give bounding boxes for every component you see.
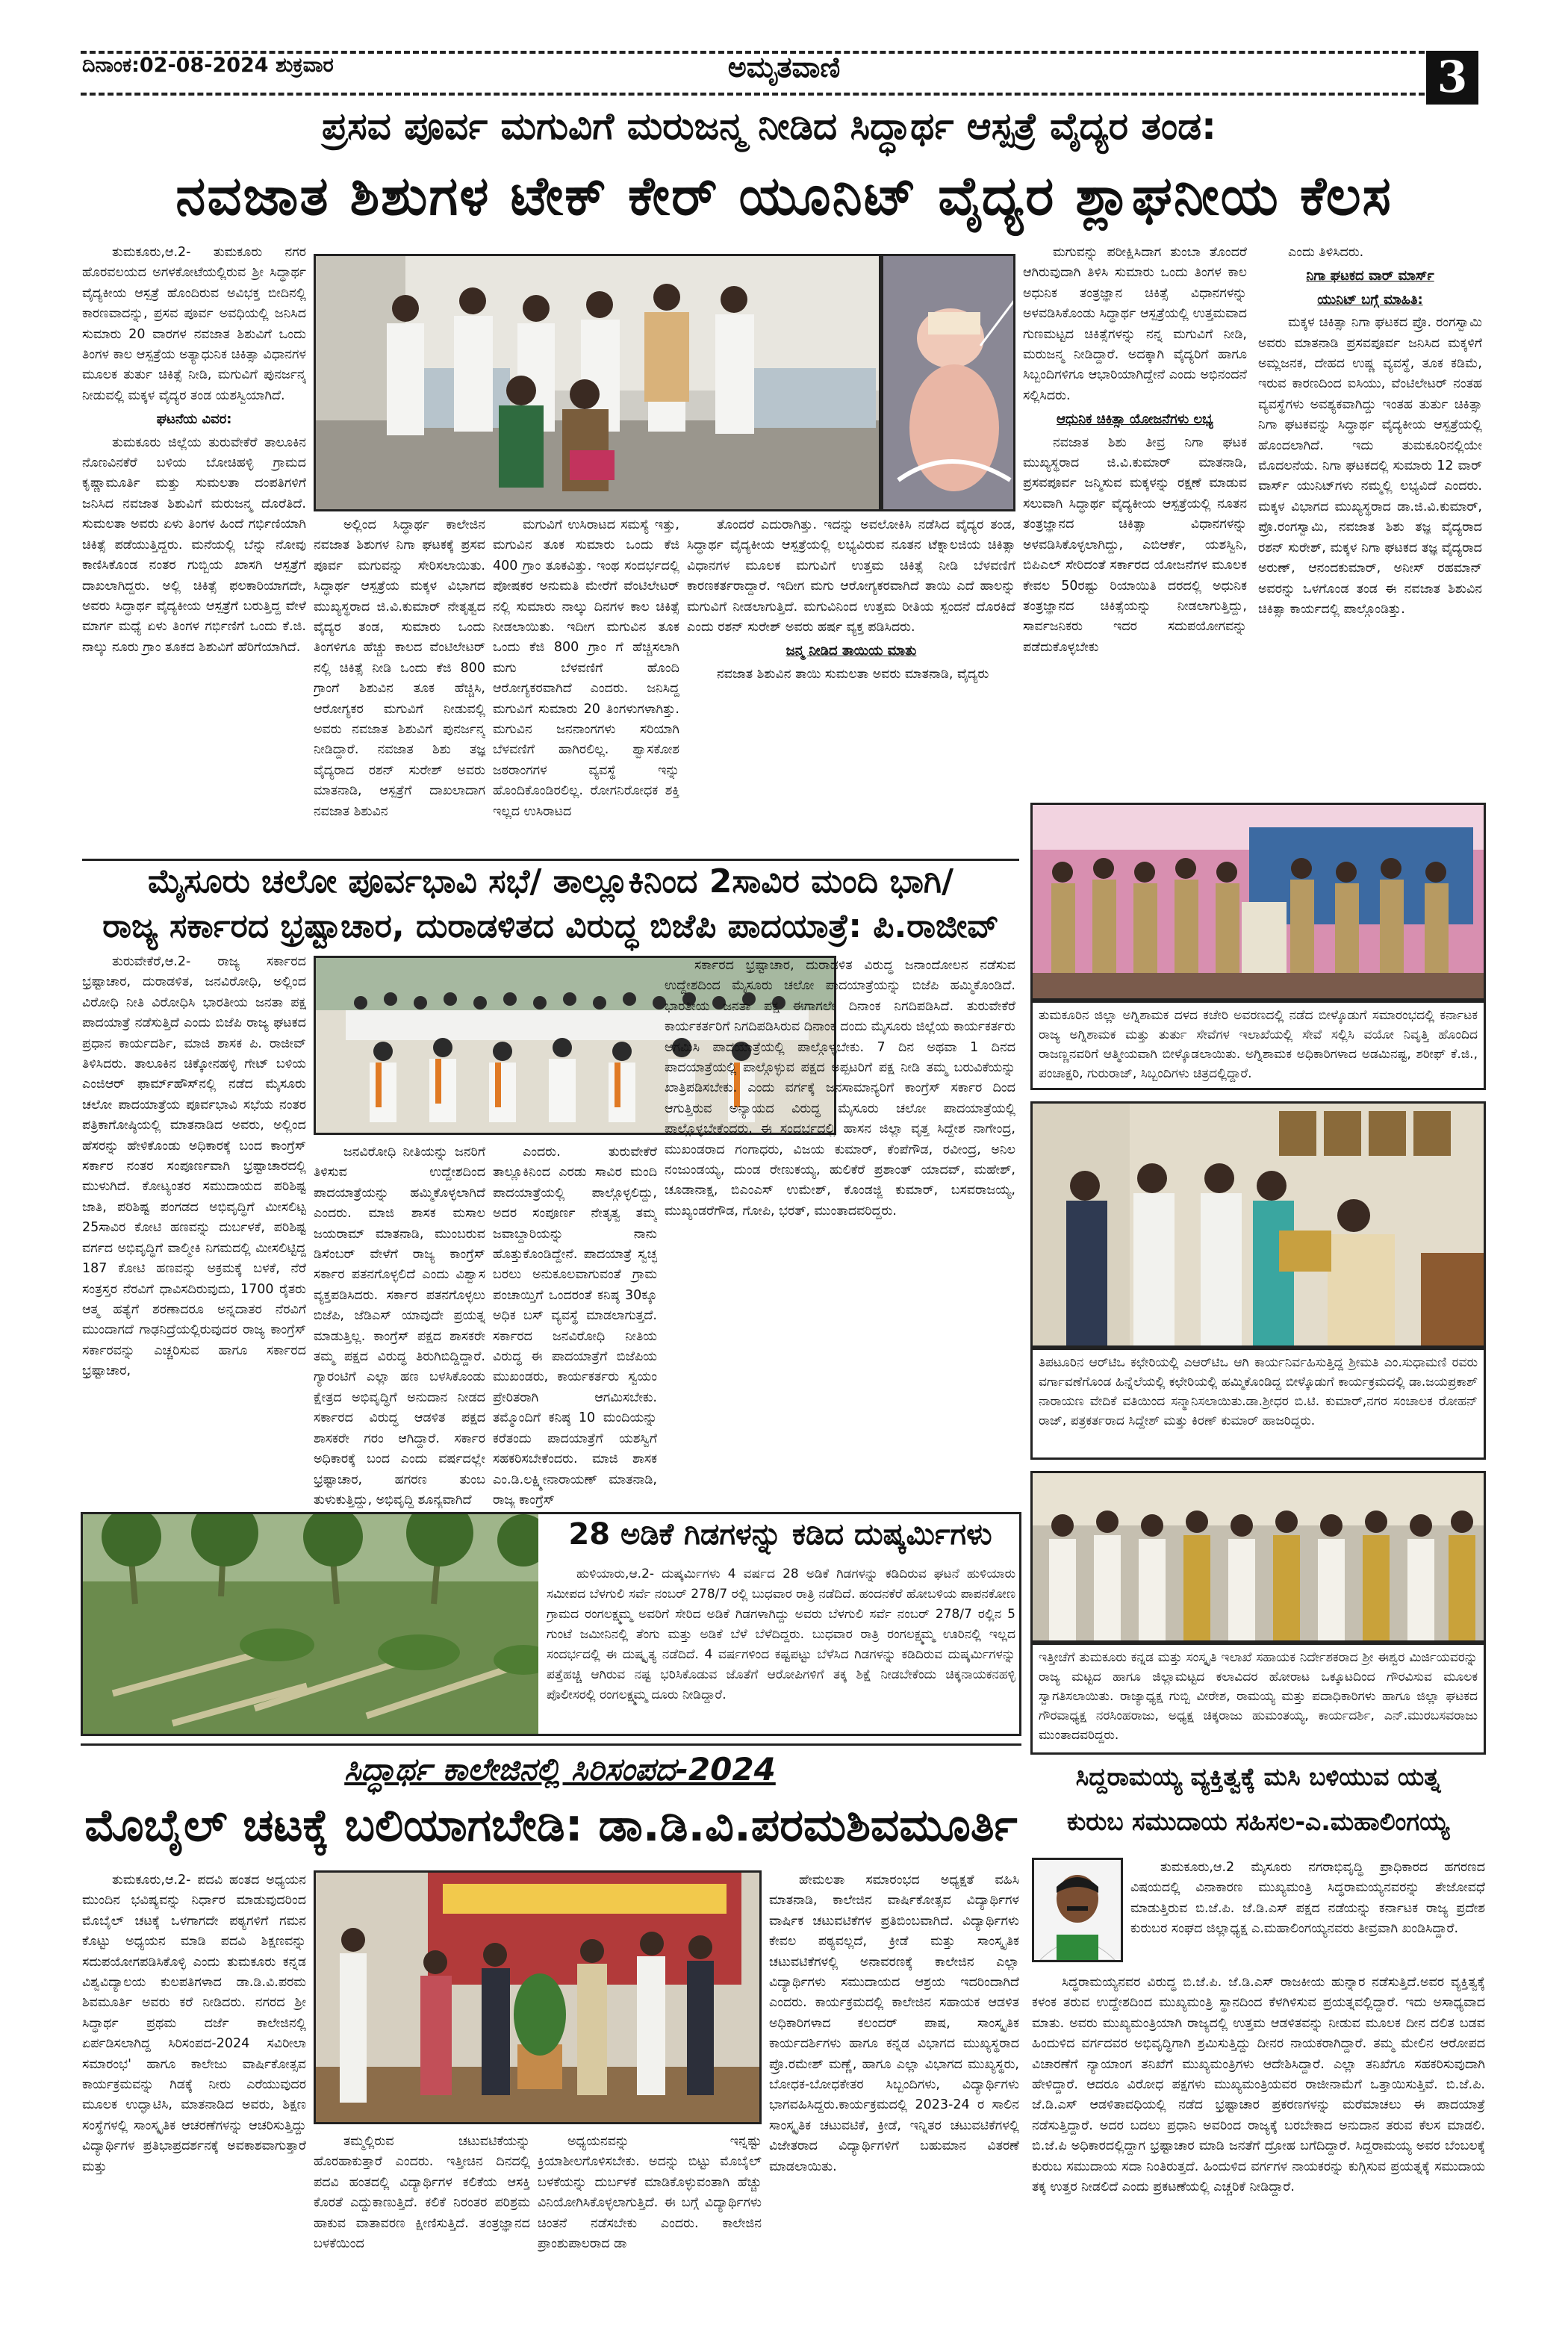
lead-text: ಮಗುವನ್ನು ಪರೀಕ್ಷಿಸಿದಾಗ ತುಂಬಾ ತೊಂದರೆ ಆಗಿರುವುದಾಗಿ ತಿಳಿಸಿ ಸುಮಾರು ಒಂದು ತಿಂಗಳ ಕಾಲ ಅಧುನಿಕ ತಂತ್ರಜ್ಞಾನ ಚಿಕಿತ್ಸೆ ವಿಧಾನಗಳನ್ನು ಅಳವಡಿಸಿಕೊಂಡು ಸಿದ್ಧಾರ್ಥ ಆಸ್ಪತ್ರೆಯಲ್ಲಿ ಉತ್ತಮವಾದ ಗುಣಮಟ್ಟದ ಚಿಕಿತ್ಸೆಗಳನ್ನು ನನ್ನ ಮಗುವಿಗೆ ನೀಡಿ, ಮರುಜನ್ಮ ನೀಡಿದ್ದಾರೆ. ಅದಕ್ಕಾಗಿ ವೈದ್ಯರಿಗೆ ಹಾಗೂ ಸಿಬ್ಬಂದಿಗಳಿಗೂ ಆಭಾರಿಯಾಗಿದ್ದೇನೆ ಎಂದು ಅಭಿನಂದನೆ ಸಲ್ಲಿಸಿದರು. <box>1023 245 1247 403</box>
rajeev-text: ಸರ್ಕಾರದ ಭ್ರಷ್ಟಾಚಾರ, ದುರಾಡಳಿತ ವಿರುದ್ಧ ಜನಾಂದೋಲನ ನಡೆಸುವ ಉದ್ದೇಶದಿಂದ ಮೈಸೂರು ಚಲೋ ಪಾದಯಾತ್ರೆಯನ್ನು ಬಿಜೆಪಿ ಹಮ್ಮಿಕೊಂಡಿದೆ. ಭಾರತೀಯ ಜನತಾ ಪಕ್ಷ ಈಗಾಗಲೇ ದಿನಾಂಕ ನಿಗದಿಪಡಿಸಿದೆ. ತುರುವೇಕೆರೆ ಕಾರ್ಯಕರ್ತರಿಗೆ ನಿಗದಿಪಡಿಸಿರುವ ದಿನಾಂಕ ದಂದು ಮೈಸೂರು ಜಿಲ್ಲೆಯ ಕಾರ್ಯಕರ್ತರು ಆಗಮಿಸಿ ಪಾದಯಾತ್ರೆಯಲ್ಲಿ ಪಾಲ್ಗೊಳ್ಳಬೇಕು. 7 ದಿನ ಅಥವಾ 1 ದಿನದ ಪಾದಯಾತ್ರೆಯಲ್ಲಿ ಪಾಲ್ಗೊಳ್ಳುವ ಪಕ್ಷದ ಅಪ್ಪಟರಿಗೆ ಪಕ್ಷ ನೀಡಿ ತಮ್ಮ ಬರುವಿಕೆಯನ್ನು ಖಾತ್ರಿಪಡಿಸಬೇಕು. ಎಂದು ವರ್ಗಕ್ಕೆ ಜನಸಾಮಾನ್ಯರಿಗೆ ಕಾಂಗ್ರೆಸ್ ಸರ್ಕಾರ ದಿಂದ ಆಗುತ್ತಿರುವ ಅನ್ಯಾಯದ ವಿರುದ್ಧ ಮೈಸೂರು ಚಲೋ ಪಾದಯಾತ್ರೆಯಲ್ಲಿ ಪಾಲ್ಗೊಳ್ಳಬೇಕೆಂದರು. ಈ ಸಂದರ್ಭದಲ್ಲಿ ಹಾಸನ ಜಿಲ್ಲಾ ವೃತ್ತ ಸಿದ್ದೇಶ ನಾಗೇಂದ್ರ, ಮುಖಂಡರಾದ ಗಂಗಾಧರು, ವಿಜಯ ಕುಮಾರ್, ಕೆಂಪೆಗೌಡ, ರವೀಂದ್ರ, ಅನಿಲ ನಂಜುಂಡಯ್ಯ, ದುಂಡ ರೇಣುಕಯ್ಯ, ಹುಲಿಕೆರೆ ಪ್ರಶಾಂತ್ ಯಾದವ್, ಮಹೇಶ್, ಚೂಡಾನಾಕ್ಷ, ಬಿಎಂಎಸ್ ಉಮೇಶ್, ಕೊಂಡಜ್ಜಿ ಕುಮಾರ್, ಬಸವರಾಜಯ್ಯ, ಮುಖ್ಯಂಡರೆಗೌಡ, ಗೋಪಿ, ಭರತ್, ಮುಂತಾದವರಿದ್ದರು. <box>665 958 1015 1219</box>
retirement-group-illustration <box>1033 805 1484 998</box>
lead-text: ಅಲ್ಲಿಂದ ಸಿದ್ಧಾರ್ಥ ಕಾಲೇಜಿನ ನವಜಾತ ಶಿಶುಗಳ ನಿಗಾ ಘಟಕಕ್ಕೆ ಪ್ರಸವ ಪೂರ್ವ ಮಗುವನ್ನು ಸೇರಿಸಲಾಯಿತು. ಸಿದ್ಧಾರ್ಥ ಆಸ್ಪತ್ರೆಯ ಮಕ್ಕಳ ವಿಭಾಗದ ಮುಖ್ಯಸ್ಥರಾದ ಜಿ.ವಿ.ಕುಮಾರ್ ನೇತೃತ್ವದ ವೈದ್ಯರ ತಂಡ, ಸುಮಾರು ಒಂದು ತಿಂಗಳಿಗೂ ಹೆಚ್ಚು ಕಾಲದ ವೆಂಟಿಲೇಟರ್ ನಲ್ಲಿ ಚಿಕಿತ್ಸೆ ನೀಡಿ ಒಂದು ಕೆಜಿ 800 ಗ್ರಾಂಗೆ ಶಿಶುವಿನ ತೂಕ ಹೆಚ್ಚಿಸಿ, ಆರೋಗ್ಯಕರ ಮಗುವಿಗೆ ನೀಡುವಲ್ಲಿ ಅವರು ನವಜಾತ ಶಿಶುವಿಗೆ ಪುನರ್ಜನ್ಮ ನೀಡಿದ್ದಾರೆ. ನವಜಾತ ಶಿಶು ತಜ್ಞ ವೈದ್ಯರಾದ ರಶನ್ ಸುರೇಶ್ ಅವರು ಮಾತನಾಡಿ, ಆಸ್ಪತ್ರೆಗೆ ದಾಖಲಾದಾಗ ನವಜಾತ ಶಿಶುವಿನ <box>314 517 485 819</box>
siddaramaiah-body <box>1032 1973 1485 2318</box>
rajeev-headline-line1: ಮೈಸೂರು ಚಲೋ ಪೂರ್ವಭಾವಿ ಸಭೆ/ ತಾಲ್ಲೂಕಿನಿಂದ 2ಸಾವಿರ ಮಂದಿ ಭಾಗಿ/ <box>147 862 954 900</box>
lead-text: ನವಜಾತ ಶಿಶುವಿನ ತಾಯಿ ಸುಮಲತಾ ಅವರು ಮಾತನಾಡಿ, ವೈದ್ಯರು <box>717 666 989 682</box>
office-felicitation-photo <box>1030 1101 1486 1348</box>
college-text: ಅಧ್ಯಯನವನ್ನು ಇನ್ನಷ್ಟು ಕ್ರಿಯಾಶೀಲಗೊಳಿಸಬೇಕು. ಅದನ್ನು ಬಿಟ್ಟು ಮೊಬೈಲ್ ಬಳಕೆಯನ್ನು ದುರ್ಬಳಕೆ ಮಾಡಿಕೊಳ್ಳುವಂತಾಗಿ ಹೆಚ್ಚು ವಿನಿಯೋಗಿಸಿಕೊಳ್ಳಲಾಗುತ್ತಿದೆ. ಈ ಬಗ್ಗೆ ವಿದ್ಯಾರ್ಥಿಗಳು ಚಿಂತನೆ ನಡೆಸಬೇಕು ಎಂದರು. ಕಾಲೇಜಿನ ಪ್ರಾಂಶುಪಾಲರಾದ ಡಾ <box>538 2134 762 2252</box>
rajeev-text: ತುರುವೇಕೆರೆ,ಆ.2- ರಾಜ್ಯ ಸರ್ಕಾರದ ಭ್ರಷ್ಟಾಚಾರ, ದುರಾಡಳಿತ, ಜನವಿರೋಧಿ, ಅಲ್ಲಿಂದ ವಿರೋಧಿ ನೀತಿ ವಿರೋಧಿಸಿ ಭಾರತೀಯ ಜನತಾ ಪಕ್ಷ ಪಾದಯಾತ್ರೆ ನಡೆಸುತ್ತಿದೆ ಎಂದು ಬಿಜೆಪಿ ರಾಜ್ಯ ಘಟಕದ ಪ್ರಧಾನ ಕಾರ್ಯದರ್ಶಿ, ಮಾಜಿ ಶಾಸಕ ಪಿ. ರಾಜೀವ್ ತಿಳಿಸಿದರು. ತಾಲೂಕಿನ ಚಿಕ್ಕೋನಹಳ್ಳಿ ಗೇಟ್ ಬಳಿಯ ಎಂಜಿಆರ್ ಫಾರ್ಮ್‌ಹೌಸ್‌ನಲ್ಲಿ ನಡೆದ ಮೈಸೂರು ಚಲೋ ಪಾದಯಾತ್ರೆಯ ಪೂರ್ವಭಾವಿ ಸಭೆಯ ನಂತರ ಪತ್ರಿಕಾಗೋಷ್ಠಿಯಲ್ಲಿ ಮಾತನಾಡಿದ ಅವರು, ಅಲ್ಲಿಂದ ಹೆಸರನ್ನು ಹೇಳಿಕೊಂಡು ಅಧಿಕಾರಕ್ಕೆ ಬಂದ ಕಾಂಗ್ರೆಸ್ ಸರ್ಕಾರ ನಂತರ ಸಂಪೂರ್ಣವಾಗಿ ಭ್ರಷ್ಟಾಚಾರದಲ್ಲಿ ಮುಳುಗಿದೆ. ಕೋಟ್ಯಂತರ ಸಮುದಾಯದ ಪರಿಶಿಷ್ಟ ಜಾತಿ, ಪರಿಶಿಷ್ಟ ಪಂಗಡದ ಅಭಿವೃದ್ಧಿಗೆ ಮೀಸಲಿಟ್ಟ 25ಸಾವಿರ ಕೋಟಿ ಹಣವನ್ನು ದುರ್ಬಳಕೆ, ಪರಿಶಿಷ್ಟ ವರ್ಗದ ಅಭಿವೃದ್ಧಿಗೆ ವಾಲ್ಮೀಕಿ ನಿಗಮದಲ್ಲಿ ಮೀಸಲಿಟ್ಟಿದ್ದ 187 ಕೋಟಿ ಹಣವನ್ನು ಅಕ್ರಮಕ್ಕೆ ಬಳಕೆ, ನೆರೆ ಸಂತ್ರಸ್ತರ ನೆರವಿಗೆ ಧಾವಿಸದಿರುವುದು, 1700 ರೈತರು ಆತ್ಮ ಹತ್ಯೆಗೆ ಶರಣಾದರೂ ಅನ್ನದಾತರ ನೆರವಿಗೆ ಮುಂದಾಗದೆ ಗಾಢನಿದ್ರೆಯಲ್ಲಿರುವುದರ ರಾಜ್ಯ ಕಾಂಗ್ರೆಸ್ ಸರ್ಕಾರವನ್ನು ಎಚ್ಚರಿಸುವ ಹಾಗೂ ಸರ್ಕಾರದ ಭ್ರಷ್ಟಾಚಾರ, <box>82 954 306 1379</box>
newspaper-name: ಅಮೃತವಾಣಿ <box>727 51 841 84</box>
rajeev-column-3 <box>493 1142 657 1508</box>
college-headline: ಮೊಬೈಲ್ ಚಟಕ್ಕೆ ಬಲಿಯಾಗಬೇಡಿ: ಡಾ.ಡಿ.ವಿ.ಪರಮಶಿವಮೂರ್ತಿ <box>84 1799 1018 1852</box>
college-text: ತುಮಕೂರು,ಆ.2- ಪದವಿ ಹಂತದ ಅಧ್ಯಯನ ಮುಂದಿನ ಭವಿಷ್ಯವನ್ನು ನಿರ್ಧಾರ ಮಾಡುವುದರಿಂದ ಮೊಬೈಲ್ ಚಟಕ್ಕೆ ಒಳಗಾಗದೇ ಪಠ್ಯಗಳಿಗೆ ಗಮನ ಕೊಟ್ಟು ಅಧ್ಯಯನ ಮಾಡಿ ಪದವಿ ಶಿಕ್ಷಣವನ್ನು ಸದುಪಯೋಗಪಡಿಸಿಕೊಳ್ಳಿ ಎಂದು ತುಮಕೂರು ಕನ್ನಡ ವಿಶ್ವವಿದ್ಯಾಲಯ ಕುಲಪತಿಗಳಾದ ಡಾ.ಡಿ.ವಿ.ಪರಮ ಶಿವಮೂರ್ತಿ ಅವರು ಕರೆ ನೀಡಿದರು. ನಗರದ ಶ್ರೀ ಸಿದ್ಧಾರ್ಥ ಪ್ರಥಮ ದರ್ಜೆ ಕಾಲೇಜಿನಲ್ಲಿ ಏರ್ಪಡಿಸಲಾಗಿದ್ದ ಸಿರಿಸಂಪದ-2024 ಸವಿರೀಲಾ ಸಮಾರಂಭ' ಹಾಗೂ ಕಾಲೇಜು ವಾರ್ಷಿಕೋತ್ಸವ ಕಾರ್ಯಕ್ರಮವನ್ನು ಗಿಡಕ್ಕೆ ನೀರು ಎರೆಯುವುದರ ಮೂಲಕ ಉದ್ಘಾಟಿಸಿ, ಮಾತನಾಡಿದ ಅವರು, ಶಿಕ್ಷಣ ಸಂಸ್ಥೆಗಳಲ್ಲಿ ಸಾಂಸ್ಕೃತಿಕ ಆಚರಣೆಗಳನ್ನು ಆಚರಿಸುತ್ತಿದ್ದು ವಿದ್ಯಾರ್ಥಿಗಳ ಪ್ರತಿಭಾಪ್ರದರ್ಶನಕ್ಕೆ ಅವಕಾಶವಾಗುತ್ತಾರೆ ಮತ್ತು <box>82 1873 306 2174</box>
lead-subhead: ಜನ್ಮ ನೀಡಿದ ತಾಯಿಯ ಮಾತು <box>785 643 917 659</box>
rajeev-column-1 <box>82 952 306 1508</box>
office-felicitation-illustration <box>1033 1104 1484 1345</box>
college-column-2 <box>314 2132 530 2318</box>
rajeev-text: ಜನವಿರೋಧಿ ನೀತಿಯನ್ನು ಜನರಿಗೆ ತಿಳಿಸುವ ಉದ್ದೇಶದಿಂದ ಪಾದಯಾತ್ರೆಯನ್ನು ಹಮ್ಮಿಕೊಳ್ಳಲಾಗಿದೆ ಎಂದರು. ಮಾಜಿ ಶಾಸಕ ಮಸಾಲ ಜಯರಾಮ್ ಮಾತನಾಡಿ, ಮುಂಬರುವ ಡಿಸೆಂಬರ್ ವೇಳೆಗೆ ರಾಜ್ಯ ಕಾಂಗ್ರೆಸ್ ಸರ್ಕಾರ ಪತನಗೊಳ್ಳಲಿದೆ ಎಂದು ವಿಶ್ವಾಸ ವ್ಯಕ್ತಪಡಿಸಿದರು. ಸರ್ಕಾರ ಪತನಗೊಳ್ಳಲು ಬಿಜೆಪಿ, ಜೆಡಿಎಸ್ ಯಾವುದೇ ಪ್ರಯತ್ನ ಮಾಡುತ್ತಿಲ್ಲ. ಕಾಂಗ್ರೆಸ್ ಪಕ್ಷದ ಶಾಸಕರೇ ತಮ್ಮ ಪಕ್ಷದ ವಿರುದ್ಧ ತಿರುಗಿಬಿದ್ದಿದ್ದಾರೆ. ಗ್ಯಾರಂಟಿಗೆ ಎಲ್ಲಾ ಹಣ ಬಳಸಿಕೊಂಡು ಕ್ಷೇತ್ರದ ಅಭಿವೃದ್ಧಿಗೆ ಅನುದಾನ ನೀಡದ ಸರ್ಕಾರದ ವಿರುದ್ಧ ಆಡಳಿತ ಪಕ್ಷದ ಶಾಸಕರೇ ಗರಂ ಆಗಿದ್ದಾರೆ. ಸರ್ಕಾರ ಅಧಿಕಾರಕ್ಕೆ ಬಂದ ಎಂದು ವರ್ಷದಲ್ಲೇ ಭ್ರಷ್ಟಾಚಾರ, ಹಗರಣ ತುಂಬ ತುಳುಕುತ್ತಿದ್ದು, ಅಭಿವೃದ್ಧಿ ಶೂನ್ಯವಾಗಿದೆ <box>314 1145 485 1508</box>
section-rule <box>81 1743 1021 1746</box>
lead-column-6 <box>1258 243 1482 795</box>
college-photo-plant-watering <box>314 1870 762 2124</box>
lead-subhead: ಯುನಿಟ್ ಬಗ್ಗೆ ಮಾಹಿತಿ: <box>1317 291 1423 308</box>
college-text: ತಮ್ಮಲ್ಲಿರುವ ಚಟುವಟಿಕೆಯನ್ನು ಹೊರಹಾಕುತ್ತಾರೆ ಎಂದರು. ಇತ್ತೀಚಿನ ದಿನದಲ್ಲಿ ಪದವಿ ಹಂತದಲ್ಲಿ ವಿದ್ಯಾರ್ಥಿಗಳ ಕಲಿಕೆಯ ಆಸಕ್ತಿ ಕೊರತೆ ಎದ್ದುಕಾಣುತ್ತಿದೆ. ಕಲಿಕೆ ನಿರಂತರ ಪರಿಶ್ರಮ ಹಾಕುವ ವಾತಾವರಣ ಕ್ಷೀಣಿಸುತ್ತಿದೆ. ತಂತ್ರಜ್ಞಾನದ ಬಳಕೆಯಿಂದ <box>314 2134 530 2252</box>
rajeev-column-4 <box>665 956 1015 1508</box>
masthead-bottom-rule <box>81 93 1425 96</box>
siddaramaiah-text: ತುಮಕೂರು,ಆ.2 ಮೈಸೂರು ನಗರಾಭಿವೃದ್ಧಿ ಪ್ರಾಧಿಕಾರದ ಹಗರಣದ ವಿಷಯದಲ್ಲಿ ವಿನಾಕಾರಣ ಮುಖ್ಯಮಂತ್ರಿ ಸಿದ್ಧರಾಮಯ್ಯನವರನ್ನು ತೇಜೋವಧೆ ಮಾಡುತ್ತಿರುವ ಬಿ.ಜೆ.ಪಿ. ಜೆ.ಡಿ.ಎಸ್ ಪಕ್ಷದ ನಡೆಯನ್ನು ಕರ್ನಾಟಕ ರಾಜ್ಯ ಪ್ರದೇಶ ಕುರುಬರ ಸಂಘದ ಜಿಲ್ಲಾಧ್ಯಕ್ಷ ಎ.ಮಹಾಲಿಂಗಯ್ಯನವರು ತೀವ್ರವಾಗಿ ಖಂಡಿಸಿದ್ದಾರೆ. <box>1130 1860 1485 1937</box>
felled-arecanut-trees-illustration <box>83 1514 538 1734</box>
college-column-4 <box>769 1870 1019 2318</box>
lead-text: ನವಜಾತ ಶಿಶು ತೀವ್ರ ನಿಗಾ ಘಟಕ ಮುಖ್ಯಸ್ಥರಾದ ಜಿ.ವಿ.ಕುಮಾರ್ ಮಾತನಾಡಿ, ಪ್ರಸವಪೂರ್ವ ಜನ್ಮಿಸುವ ಮಕ್ಕಳನ್ನು ರಕ್ಷಣೆ ಮಾಡುವ ಸಲುವಾಗಿ ಸಿದ್ಧಾರ್ಥ ವೈದ್ಯಕೀಯ ಆಸ್ಪತ್ರೆಯಲ್ಲಿ ನೂತನ ತಂತ್ರಜ್ಞಾನದ ಚಿಕಿತ್ಸಾ ವಿಧಾನಗಳನ್ನು ಅಳವಡಿಸಿಕೊಳ್ಳಲಾಗಿದ್ದು, ಎಬಿಆರ್ಕೆ, ಯಶಸ್ವಿನಿ, ಬಿಪಿಎಲ್ ಸೇರಿದಂತೆ ಸರ್ಕಾರದ ಯೋಜನೆಗಳ ಮೂಲಕ ಕೇವಲ 50ರಷ್ಟು ರಿಯಾಯಿತಿ ದರದಲ್ಲಿ ಅಧುನಿಕ ತಂತ್ರಜ್ಞಾನದ ಚಿಕಿತ್ಸೆಯನ್ನು ನೀಡಲಾಗುತ್ತಿದ್ದು, ಸಾರ್ವಜನಿಕರು ಇದರ ಸದುಪಯೋಗವನ್ನು ಪಡೆದುಕೊಳ್ಳಬೇಕು <box>1023 435 1247 655</box>
siddaramaiah-headline-line2: ಕುರುಬ ಸಮುದಾಯ ಸಹಿಸಲ-ಎ.ಮಹಾಲಿಂಗಯ್ಯ <box>1066 1807 1450 1836</box>
lead-text: ಮಕ್ಕಳ ಚಿಕಿತ್ಸಾ ನಿಗಾ ಘಟಕದ ಪ್ರೊ. ರಂಗಸ್ವಾಮಿ ಅವರು ಮಾತನಾಡಿ ಪ್ರಸವಪೂರ್ವ ಜನಿಸಿದ ಮಕ್ಕಳಿಗೆ ಅಮ್ಲಜನಕ, ದೇಹದ ಉಷ್ಣ ವ್ಯವಸ್ಥೆ, ತೂಕ ಕಡಿಮೆ, ಇರುವ ಕಾರಣದಿಂದ ಐಸಿಯು, ವೆಂಟಿಲೇಟರ್ ನಂತಹ ವ್ಯವಸ್ಥೆಗಳು ಅವಶ್ಯಕವಾಗಿದ್ದು ಇಂತಹ ತುರ್ತು ಚಿಕಿತ್ಸಾ ನಿಗಾ ಘಟಕವನ್ನು ಸಿದ್ಧಾರ್ಥ ವೈದ್ಯಕೀಯ ಆಸ್ಪತ್ರೆಯಲ್ಲಿ ಹೊಂದಲಾಗಿದೆ. ಇದು ತುಮಕೂರಿನಲ್ಲಿಯೇ ಮೊದಲನೆಯ. ನಿಗಾ ಘಟಕದಲ್ಲಿ ಸುಮಾರು 12 ವಾರ್ ವಾರ್ಸ್ ಯುನಿಟ್‌ಗಳು ನಮ್ಮಲ್ಲಿ ಲಭ್ಯವಿದೆ ಎಂದರು. ಮಕ್ಕಳ ವಿಭಾಗದ ಮುಖ್ಯಸ್ಥರಾದ ಡಾ.ಜಿ.ವಿ.ಕುಮಾರ್, ಪ್ರೊ.ರಂಗಸ್ವಾಮಿ, ನವಜಾತ ಶಿಶು ತಜ್ಞ ವೈದ್ಯರಾದ ರಶನ್ ಸುರೇಶ್, ಮಕ್ಕಳ ನಿಗಾ ಘಟಕದ ತಜ್ಞ ವೈದ್ಯರಾದ ಅರುಣ್, ಆನಂದಕುಮಾರ್, ಅನೀಸ್ ರಹಮಾನ್ ಅವರನ್ನು ಒಳಗೊಂಡ ತಂಡ ಈ ನವಜಾತ ಶಿಶುವಿನ ಚಿಕಿತ್ಸಾ ಕಾರ್ಯದಲ್ಲಿ ಪಾಲ್ಗೊಂಡಿತ್ತು. <box>1258 315 1482 617</box>
lead-subhead: ನಿಗಾ ಘಟಕದ ವಾರ್ ಮಾರ್ಸ್ <box>1306 268 1434 284</box>
lead-text: ಮಗುವಿಗೆ ಉಸಿರಾಟದ ಸಮಸ್ಯೆ ಇತ್ತು, ಮಗುವಿನ ತೂಕ ಸುಮಾರು ಒಂದು ಕೆಜಿ 400 ಗ್ರಾಂ ತೂಕವಿತ್ತು. ಇಂಥ ಸಂದರ್ಭದಲ್ಲಿ ಪೋಷಕರ ಅನುಮತಿ ಮೇರೆಗೆ ವೆಂಟಿಲೇಟರ್ ನಲ್ಲಿ ಸುಮಾರು ನಾಲ್ಕು ದಿನಗಳ ಕಾಲ ಚಿಕಿತ್ಸೆ ನೀಡಲಾಯಿತು. ಇದೀಗ ಮಗುವಿನ ತೂಕ ಒಂದು ಕೆಜಿ 800 ಗ್ರಾಂ ಗೆ ಹೆಚ್ಚಿಸಲಾಗಿ ಮಗು ಬೆಳವಣಿಗೆ ಹೊಂದಿ ಆರೋಗ್ಯಕರವಾಗಿದೆ ಎಂದರು. ಜನಿಸಿದ್ದ ಮಗುವಿಗೆ ಸುಮಾರು 20 ತಿಂಗಳುಗಳಾಗಿತ್ತು. ಮಗುವಿನ ಜನನಾಂಗಗಳು ಸರಿಯಾಗಿ ಬೆಳವಣಿಗೆ ಹಾಗಿರಲಿಲ್ಲ. ಶ್ವಾಸಕೋಶ ಜಠರಾಂಗಗಳ ವ್ಯವಸ್ಥೆ ಇನ್ನು ಹೊಂದಿಕೊಂಡಿರಲಿಲ್ಲ. ರೋಗನಿರೋಧಕ ಶಕ್ತಿ ಇಲ್ಲದ ಉಸಿರಾಟದ <box>493 517 679 819</box>
rajeev-headline-line2: ರಾಜ್ಯ ಸರ್ಕಾರದ ಭ್ರಷ್ಟಾಚಾರ, ದುರಾಡಳಿತದ ವಿರುದ್ಧ ಬಿಜೆಪಿ ಪಾದಯಾತ್ರೆ: ಪಿ.ರಾಜೀವ್ <box>102 907 999 945</box>
office-caption: ತಿಪಟೂರಿನ ಆರ್‌ಟಿಒ ಕಛೇರಿಯಲ್ಲಿ ಎಆರ್‌ಟಿಒ ಆಗಿ ಕಾರ್ಯನಿರ್ವಹಿಸುತ್ತಿದ್ದ ಶ್ರೀಮತಿ ಎಂ.ಸುಧಾಮಣಿ ರವರು ವರ್ಗಾವಣೆಗೊಂಡ ಹಿನ್ನೆಲೆಯಲ್ಲಿ ಕಛೇರಿಯಲ್ಲಿ ಹಮ್ಮಿಕೊಂಡಿದ್ದ ಬೀಳ್ಕೊಡುಗೆ ಕಾರ್ಯಕ್ರಮದಲ್ಲಿ ಡಾ.ಜಯಪ್ರಕಾಶ್ ನಾರಾಯಣ ವೇದಿಕೆ ವತಿಯಿಂದ ಸನ್ಮಾನಿಸಲಾಯಿತು.ಡಾ.ಶ್ರೀಧರ ಬಿ.ಟಿ. ಕುಮಾರ್,ನಗರ ಸಂಚಾಲಕ ರೋಹನ್ ರಾಜ್, ಪತ್ರಕರ್ತರಾದ ಸಿದ್ದೇಶ್ ಮತ್ತು ಕಿರಣ್ ಕುಮಾರ್ ಹಾಜರಿದ್ದರು. <box>1030 1348 1486 1460</box>
lead-text: ಎಂದು ತಿಳಿಸಿದರು. <box>1288 245 1364 260</box>
college-column-1 <box>82 1870 306 2318</box>
lead-column-3 <box>493 515 679 1030</box>
lead-text: ತುಮಕೂರು ಜಿಲ್ಲೆಯ ತುರುವೇಕೆರೆ ತಾಲೂಕಿನ ನೊಣವಿನಕೆರೆ ಬಳಿಯ ಬೋಚಿಹಳ್ಳಿ ಗ್ರಾಮದ ಕೃಷ್ಣಾಮೂರ್ತಿ ಮತ್ತು ಸುಮಲತಾ ದಂಪತಿಗಳಿಗೆ ಜನಿಸಿದ ನವಜಾತ ಶಿಶುವಿಗೆ ಮರುಜನ್ಮ ದೊರೆತಿದೆ. ಸುಮಲತಾ ಅವರು ಏಳು ತಿಂಗಳ ಹಿಂದೆ ಗರ್ಭಿಣಿಯಾಗಿ ಚಿಕಿತ್ಸೆ ಪಡೆಯುತ್ತಿದ್ದರು. ಮನೆಯಲ್ಲಿ ಬೆನ್ನು ನೋವು ಕಾಣಿಸಿಕೊಂಡ ನಂತರ ಗುಬ್ಬಿಯ ಖಾಸಗಿ ಆಸ್ಪತ್ರೆಗೆ ದಾಖಲಾಗಿದ್ದರು. ಅಲ್ಲಿ ಚಿಕಿತ್ಸೆ ಫಲಕಾರಿಯಾಗದೇ, ಅವರು ಸಿದ್ಧಾರ್ಥ ವೈದ್ಯಕೀಯ ಆಸ್ಪತ್ರೆಗೆ ಬರುತ್ತಿದ್ದ ವೇಳೆ ಮಾರ್ಗ ಮಧ್ಯೆ ಏಳು ತಿಂಗಳ ಗರ್ಭಿಣಿಗೆ ಒಂದು ಕೆ.ಜಿ. ನಾಲ್ಕು ನೂರು ಗ್ರಾಂ ತೂಕದ ಶಿಶುವಿಗೆ ಹೆರಿಗೆಯಾಗಿದೆ. <box>82 435 306 655</box>
siddaramaiah-text: ಸಿದ್ಧರಾಮಯ್ಯನವರ ವಿರುದ್ಧ ಬಿ.ಜೆ.ಪಿ. ಜೆ.ಡಿ.ಎಸ್ ರಾಜಕೀಯ ಹುನ್ನಾರ ನಡೆಸುತ್ತಿದೆ.ಅವರ ವ್ಯಕ್ತಿತ್ವಕ್ಕೆ ಕಳಂಕ ತರುವ ಉದ್ದೇಶದಿಂದ ಮುಖ್ಯಮಂತ್ರಿ ಸ್ಥಾನದಿಂದ ಕೆಳಗಿಳಿಸುವ ಪ್ರಯತ್ನವಲ್ಲಿದ್ದಾರೆ. ಇದು ಅಸಾಧ್ಯವಾದ ಮಾತು. ಅವರು ಮುಖ್ಯಮಂತ್ರಿಯಾಗಿ ರಾಜ್ಯದಲ್ಲಿ ಉತ್ತಮ ಆಡಳಿತವನ್ನು ನೀಡುವ ಮೂಲಕ ದೀನ ದಲಿತ ಬಡವ ಹಿಂದುಳಿದ ವರ್ಗದವರ ಅಭಿವೃದ್ಧಿಗಾಗಿ ಶ್ರಮಿಸುತ್ತಿದ್ದು ದೀನರ ನಾಯಕರಾಗಿದ್ದಾರೆ. ತಮ್ಮ ಮೇಲಿನ ಆರೋಪದ ವಿಚಾರಣೆಗೆ ನ್ಯಾಯಾಂಗ ತನಿಖೆಗೆ ಮುಖ್ಯಮಂತ್ರಿಗಳು ಆದೇಶಿಸಿದ್ದಾರೆ. ಎಲ್ಲಾ ತನಿಖೆಗೂ ಸಹಕರಿಸುವುದಾಗಿ ಹೇಳಿದ್ದಾರೆ. ಆದರೂ ವಿರೋಧ ಪಕ್ಷಗಳು ಮುಖ್ಯಮಂತ್ರಿಯವರ ರಾಜೀನಾಮೆಗೆ ಒತ್ತಾಯಿಸುತ್ತಿವೆ. ಬಿ.ಜೆ.ಪಿ. ಜೆ.ಡಿ.ಎಸ್ ಆಡಳಿತಾವಧಿಯಲ್ಲಿ ನಡೆದ ಭ್ರಷ್ಟಾಚಾರ ಪ್ರಕರಣಗಳನ್ನು ಮರೆಮಾಚಲು ಈ ಪಾದಯಾತ್ರೆ ನಡೆಸುತ್ತಿದ್ದಾರೆ. ಅದರ ಬದಲು ಪ್ರಧಾನಿ ಅವರಿಂದ ರಾಜ್ಯಕ್ಕೆ ಬರಬೇಕಾದ ಅನುದಾನ ತರುವ ಕೆಲಸ ಮಾಡಲಿ. ಬಿ.ಜೆ.ಪಿ ಅಧಿಕಾರದಲ್ಲಿದ್ದಾಗ ಭ್ರಷ್ಟಾಚಾರ ಮಾಡಿ ಜನತೆಗೆ ದ್ರೋಹ ಬಗೆದಿದ್ದಾರೆ. ಸಿದ್ದರಾಮಯ್ಯ ಅವರ ಬೆಂಬಲಕ್ಕೆ ಕುರುಬ ಸಮುದಾಯ ಸದಾ ನಿಂತಿರುತ್ತದೆ. ಹಿಂದುಳಿದ ವರ್ಗಗಳ ನಾಯಕರನ್ನು ಕುಗ್ಗಿಸುವ ಪ್ರಯತ್ನಕ್ಕೆ ಸಮುದಾಯ ತಕ್ಕ ಉತ್ತರ ನೀಡಲಿದೆ ಎಂದು ಪ್ರಕಟಣೆಯಲ್ಲಿ ಎಚ್ಚರಿಕೆ ನೀಡಿದ್ದಾರೆ. <box>1032 1975 1485 2195</box>
artists-felicitation-illustration <box>1033 1473 1484 1640</box>
lead-subhead: ಆಧುನಿಕ ಚಿಕಿತ್ಸಾ ಯೋಜನೆಗಳು ಲಭ್ಯ <box>1057 411 1213 428</box>
rajeev-text: ಎಂದರು. ತುರುವೇಕೆರೆ ತಾಲ್ಲೂಕಿನಿಂದ ಎರಡು ಸಾವಿರ ಮಂದಿ ಪಾದಯಾತ್ರೆಯಲ್ಲಿ ಪಾಲ್ಗೊಳ್ಳಲಿದ್ದು, ಅದರ ಸಂಪೂರ್ಣ ನೇತೃತ್ವ ತಮ್ಮ ಜವಾಬ್ದಾರಿಯನ್ನು ನಾನು ಹೊತ್ತುಕೊಂಡಿದ್ದೇನೆ. ಪಾದಯಾತ್ರೆ ಸ್ವಚ್ಛ ಬರಲು ಅನುಕೂಲವಾಗುವಂತೆ ಗ್ರಾಮ ಪಂಚಾಯ್ತಿಗೆ ಒಂದರಂತೆ ಕನಿಷ್ಠ 30ಕ್ಕೂ ಅಧಿಕ ಬಸ್ ವ್ಯವಸ್ಥೆ ಮಾಡಲಾಗುತ್ತದೆ. ಸರ್ಕಾರದ ಜನವಿರೋಧಿ ನೀತಿಯ ವಿರುದ್ಧ ಈ ಪಾದಯಾತ್ರೆಗೆ ಬಿಜೆಪಿಯ ಮುಖಂಡರು, ಕಾರ್ಯಕರ್ತರು ಸ್ವಯಂ ಪ್ರೇರಿತರಾಗಿ ಆಗಮಿಸಬೇಕು. ತಮ್ಮೊಂದಿಗೆ ಕನಿಷ್ಠ 10 ಮಂದಿಯನ್ನು ಕರೆತಂದು ಪಾದಯಾತ್ರೆಗೆ ಯಶಸ್ವಿಗೆ ಸಹಕರಿಸಬೇಕೆಂದರು. ಮಾಜಿ ಶಾಸಕ ಎಂ.ಡಿ.ಲಕ್ಷ್ಮೀನಾರಾಯಣ್ ಮಾತನಾಡಿ, ರಾಜ್ಯ ಕಾಂಗ್ರೆಸ್ <box>493 1145 657 1508</box>
mahalingaiah-portrait <box>1032 1858 1123 1962</box>
plant-watering-illustration <box>316 1873 759 2122</box>
rajeev-column-2 <box>314 1142 485 1508</box>
college-kicker: ಸಿದ್ಧಾರ್ಥ ಕಾಲೇಜಿನಲ್ಲಿ ಸಿರಿಸಂಪದ-2024 <box>344 1751 776 1788</box>
lead-text: ತೊಂದರೆ ಎದುರಾಗಿತ್ತು. ಇದನ್ನು ಅವಲೋಕಿಸಿ ನಡೆಸಿದ ವೈದ್ಯರ ತಂಡ, ಸಿದ್ಧಾರ್ಥ ವೈದ್ಯಕೀಯ ಆಸ್ಪತ್ರೆಯಲ್ಲಿ ಲಭ್ಯವಿರುವ ನೂತನ ಟೆಕ್ನಾಲಜಿಯ ಚಿಕಿತ್ಸಾ ವಿಧಾನಗಳ ಮೂಲಕ ಮಗುವಿಗೆ ಉತ್ತಮ ಚಿಕಿತ್ಸೆ ನೀಡಿ ಬೆಳವಣಿಗೆ ಕಾರಣಕರ್ತರಾದ್ದಾರೆ. ಇದೀಗ ಮಗು ಆರೋಗ್ಯಕರವಾಗಿದೆ ತಾಯಿ ಎದೆ ಹಾಲನ್ನು ಮಗುವಿಗೆ ನೀಡಲಾಗುತ್ತಿದೆ. ಮಗುವಿನಿಂದ ಉತ್ತಮ ರೀತಿಯ ಸ್ಪಂದನೆ ದೊರಕಿದೆ ಎಂದು ರಶನ್ ಸುರೇಶ್ ಅವರು ಹರ್ಷ ವ್ಯಕ್ತ ಪಡಿಸಿದರು. <box>687 517 1015 635</box>
college-text: ಹೇಮಲತಾ ಸಮಾರಂಭದ ಅಧ್ಯಕ್ಷತೆ ವಹಿಸಿ ಮಾತನಾಡಿ, ಕಾಲೇಜಿನ ವಾರ್ಷಿಕೋತ್ಸವ ವಿದ್ಯಾರ್ಥಿಗಳ ವಾರ್ಷಿಕ ಚಟುವಟಿಕೆಗಳ ಪ್ರತಿಬಿಂಬವಾಗಿದೆ. ವಿದ್ಯಾರ್ಥಿಗಳು ಕೇವಲ ಪಠ್ಯವಲ್ಲದೆ, ಕ್ರೀಡೆ ಮತ್ತು ಸಾಂಸ್ಕೃತಿಕ ಚಟುವಟಿಕೆಗಳಲ್ಲಿ ಅನಾವರಣಕ್ಕೆ ಕಾಲೇಜಿನ ಎಲ್ಲಾ ವಿದ್ಯಾರ್ಥಿಗಳು ಸಮುದಾಯದ ಆಶ್ರಯ ಇದರಿಂದಾಗಿದೆ ಎಂದರು. ಕಾರ್ಯಕ್ರಮದಲ್ಲಿ ಕಾಲೇಜಿನ ಸಹಾಯಕ ಆಡಳಿತ ಅಧಿಕಾರಿಗಳಾದ ಕಲಂದರ್ ಪಾಷ, ಸಾಂಸ್ಕೃತಿಕ ಕಾರ್ಯದರ್ಶಿಗಳು ಹಾಗೂ ಕನ್ನಡ ವಿಭಾಗದ ಮುಖ್ಯಸ್ಥರಾದ ಪ್ರೊ.ರಮೇಶ್ ಮಣ್ಣೆ, ಹಾಗೂ ಎಲ್ಲಾ ವಿಭಾಗದ ಮುಖ್ಯಸ್ಥರು, ಬೋಧಕ-ಬೋಧಕೇತರ ಸಿಬ್ಬಂದಿಗಳು, ವಿದ್ಯಾರ್ಥಿಗಳು ಭಾಗವಹಿಸಿದ್ದರು.ಕಾರ್ಯಕ್ರಮದಲ್ಲಿ 2023-24 ರ ಸಾಲಿನ ಸಾಂಸ್ಕೃತಿಕ ಚಟುವಟಿಕೆ, ಕ್ರೀಡೆ, ಇನ್ನಿತರ ಚಟುವಟಿಕೆಗಳಲ್ಲಿ ವಿಜೇತರಾದ ವಿದ್ಯಾರ್ಥಿಗಳಿಗೆ ಬಹುಮಾನ ವಿತರಣೆ ಮಾಡಲಾಯಿತು. <box>769 1873 1019 2174</box>
siddaramaiah-intro <box>1130 1858 1485 1970</box>
college-column-3 <box>538 2132 762 2318</box>
arecanut-headline: 28 ಅಡಿಕೆ ಗಿಡಗಳನ್ನು ಕಡಿದ ದುಷ್ಕರ್ಮಿಗಳು <box>568 1517 992 1552</box>
section-rule <box>82 859 1019 861</box>
retirement-caption: ತುಮಕೂರಿನ ಜಿಲ್ಲಾ ಅಗ್ನಿಶಾಮಕ ದಳದ ಕಚೇರಿ ಅವರಣದಲ್ಲಿ ನಡೆದ ಬೀಳ್ಕೊಡುಗೆ ಸಮಾರಂಭದಲ್ಲಿ ಕರ್ನಾಟಕ ರಾಜ್ಯ ಅಗ್ನಿಶಾಮಕ ಮತ್ತು ತುರ್ತು ಸೇವೆಗಳ ಇಲಾಖೆಯಲ್ಲಿ ಸೇವೆ ಸಲ್ಲಿಸಿ ವಯೋ ನಿವೃತ್ತಿ ಹೊಂದಿದ ರಾಜಣ್ಣನವರಿಗೆ ಆತ್ಮೀಯವಾಗಿ ಬೀಳ್ಕೊಡಲಾಯಿತು. ಅಗ್ನಿಶಾಮಕ ಅಧಿಕಾರಿಗಳಾದ ಅಡಮಿನಷ್ಟ, ಶರೀಫ್ ಕೆ.ಜಿ., ಪಂಚಾಕ್ಷರಿ, ಗುರುರಾಜ್, ಸಿಬ್ಬಂದಿಗಳು ಚಿತ್ರದಲ್ಲಿದ್ದಾರೆ. <box>1030 1001 1486 1090</box>
lead-text: ತುಮಕೂರು,ಆ.2- ತುಮಕೂರು ನಗರ ಹೊರವಲಯದ ಅಗಳಕೋಟೆಯಲ್ಲಿರುವ ಶ್ರೀ ಸಿದ್ಧಾರ್ಥ ವೈದ್ಯಕೀಯ ಆಸ್ಪತ್ರೆ ಹೊಂದಿರುವ ಅವಿಭಕ್ತ ಬೀದಿನಲ್ಲಿ ಕಾರಣವಾದನ್ನು, ಪ್ರಸವ ಪೂರ್ವ ಅವಧಿಯಲ್ಲಿ ಜನಿಸಿದ ಸುಮಾರು 20 ವಾರಗಳ ನವಜಾತ ಶಿಶುವಿಗೆ ಒಂದು ತಿಂಗಳ ಕಾಲ ಆಸ್ಪತ್ರೆಯ ಅತ್ಯಾಧುನಿಕ ಚಿಕಿತ್ಸಾ ವಿಧಾನಗಳ ಮೂಲಕ ತುರ್ತು ಚಿಕಿತ್ಸೆ ನೀಡಿ, ಮಗುವಿಗೆ ಪುನರ್ಜನ್ಮ ನೀಡುವಲ್ಲಿ ಮಕ್ಕಳ ವೈದ್ಯರ ತಂಡ ಯಶಸ್ವಿಯಾಗಿದೆ. <box>82 245 306 403</box>
portrait-illustration <box>1034 1860 1121 1960</box>
artists-felicitation-photo <box>1030 1471 1486 1643</box>
lead-photo-newborn <box>881 254 1015 511</box>
lead-column-4 <box>687 515 1015 1030</box>
lead-kicker: ಪ್ರಸವ ಪೂರ್ವ ಮಗುವಿಗೆ ಮರುಜನ್ಮ ನೀಡಿದ ಸಿದ್ಧಾರ್ಥ ಆಸ್ಪತ್ರೆ ವೈದ್ಯರ ತಂಡ: <box>321 105 1217 148</box>
artists-caption: ಇತ್ತೀಚೆಗೆ ತುಮಕೂರು ಕನ್ನಡ ಮತ್ತು ಸಂಸ್ಕೃತಿ ಇಲಾಖೆ ಸಹಾಯಕ ನಿರ್ದೇಶಕರಾದ ಶ್ರೀ ಈಶ್ವರ ಮಿರ್ಜಿಯವರನ್ನು ರಾಜ್ಯ ಮಟ್ಟದ ಹಾಗೂ ಜಿಲ್ಲಾಮಟ್ಟದ ಕಲಾವಿದರ ಹೋರಾಟ ಒಕ್ಕೂಟದಿಂದ ಗೌರವಿಸುವ ಮೂಲಕ ಸ್ವಾಗತಿಸಲಾಯಿತು. ರಾಜ್ಯಾಧ್ಯಕ್ಷ ಗುಬ್ಬಿ ವೀರೇಶ, ರಾಮಯ್ಯ ಮತ್ತು ಪದಾಧಿಕಾರಿಗಳು ಹಾಗೂ ಜಿಲ್ಲಾ ಘಟಕದ ಗೌರವಾಧ್ಯಕ್ಷ ನರಸಿಂಹರಾಜು, ಅಧ್ಯಕ್ಷ ಚಿಕ್ಕರಾಜು ಹುಮಂತಯ್ಯ, ಕಾರ್ಯದರ್ಶಿ, ಎನ್.ಮುರಬಸವರಾಜು ಮುಂತಾದವರಿದ್ದರು. <box>1030 1643 1486 1755</box>
siddaramaiah-headline-line1: ಸಿದ್ದರಾಮಯ್ಯ ವ್ಯಕ್ತಿತ್ವಕ್ಕೆ ಮಸಿ ಬಳಿಯುವ ಯತ್ನ <box>1075 1762 1441 1791</box>
arecanut-body <box>547 1564 1015 1732</box>
lead-headline: ನವಜಾತ ಶಿಶುಗಳ ಟೇಕ್ ಕೇರ್ ಯೂನಿಟ್ ವೈದ್ಯರ ಶ್ಲಾಘನೀಯ ಕೆಲಸ <box>175 164 1393 227</box>
arecanut-photo <box>83 1514 538 1734</box>
doctors-group-illustration <box>316 256 881 511</box>
issue-date: ದಿನಾಂಕ:02-08-2024 ಶುಕ್ರವಾರ <box>82 54 334 77</box>
lead-column-5 <box>1023 243 1247 795</box>
lead-subhead: ಘಟನೆಯ ವಿವರ: <box>156 411 232 428</box>
newborn-illustration <box>883 256 1015 511</box>
arecanut-text: ಹುಳಿಯಾರು,ಆ.2- ದುಷ್ಕರ್ಮಿಗಳು 4 ವರ್ಷದ 28 ಅಡಿಕೆ ಗಿಡಗಳನ್ನು ಕಡಿದಿರುವ ಘಟನೆ ಹುಳಿಯಾರು ಸಮೀಪದ ಬೆಳಗುಲಿ ಸರ್ವೆ ನಂಬರ್ 278/7 ರಲ್ಲಿ ಬುಧವಾರ ರಾತ್ರಿ ನಡೆದಿದೆ. ಹಂದನಕೆರೆ ಹೋಬಳಿಯ ಪಾಪನಕೋಣ ಗ್ರಾಮದ ರಂಗಲಕ್ಷ್ಮಮ್ಮ ಅವರಿಗೆ ಸೇರಿದ ಅಡಿಕೆ ಗಿಡಗಳಾಗಿದ್ದು ಅವರು ಬೆಳಗುಲಿ ಸರ್ವೆ ನಂಬರ್ 278/7 ರಲ್ಲಿನ 5 ಗುಂಟೆ ಜಮೀನಿನಲ್ಲಿ ತೆಂಗು ಮತ್ತು ಅಡಿಕೆ ಬೆಳೆ ಬೆಳೆದಿದ್ದರು. ಬುಧವಾರ ರಾತ್ರಿ ರಂಗಲಕ್ಷ್ಮಮ್ಮ ಊರಿನಲ್ಲಿ ಇಲ್ಲದ ಸಂದರ್ಭದಲ್ಲಿ ಈ ದುಷ್ಕೃತ್ಯ ನಡೆದಿದೆ. 4 ವರ್ಷಗಳಿಂದ ಕಷ್ಟಪಟ್ಟು ಬೆಳೆಸಿದ ಗಿಡಗಳನ್ನು ಕಡಿದಿರುವ ದುಷ್ಕರ್ಮಿಗಳನ್ನು ಪತ್ತೆಹಚ್ಚಿ ಆಗಿರುವ ನಷ್ಟ ಭರಿಸಿಕೊಡುವ ಜೊತೆಗೆ ಆರೋಪಿಗಳಿಗೆ ತಕ್ಕ ಶಿಕ್ಷೆ ನೀಡಬೇಕೆಂದು ಚಿಕ್ಕನಾಯಕನಹಳ್ಳಿ ಪೊಲೀಸರಲ್ಲಿ ರಂಗಲಕ್ಷ್ಮಮ್ಮ ದೂರು ನೀಡಿದ್ದಾರೆ. <box>547 1567 1015 1702</box>
page-number: 3 <box>1426 51 1478 105</box>
lead-photo-doctors-group <box>314 254 881 511</box>
retirement-photo <box>1030 803 1486 1001</box>
lead-column-2 <box>314 515 485 1030</box>
